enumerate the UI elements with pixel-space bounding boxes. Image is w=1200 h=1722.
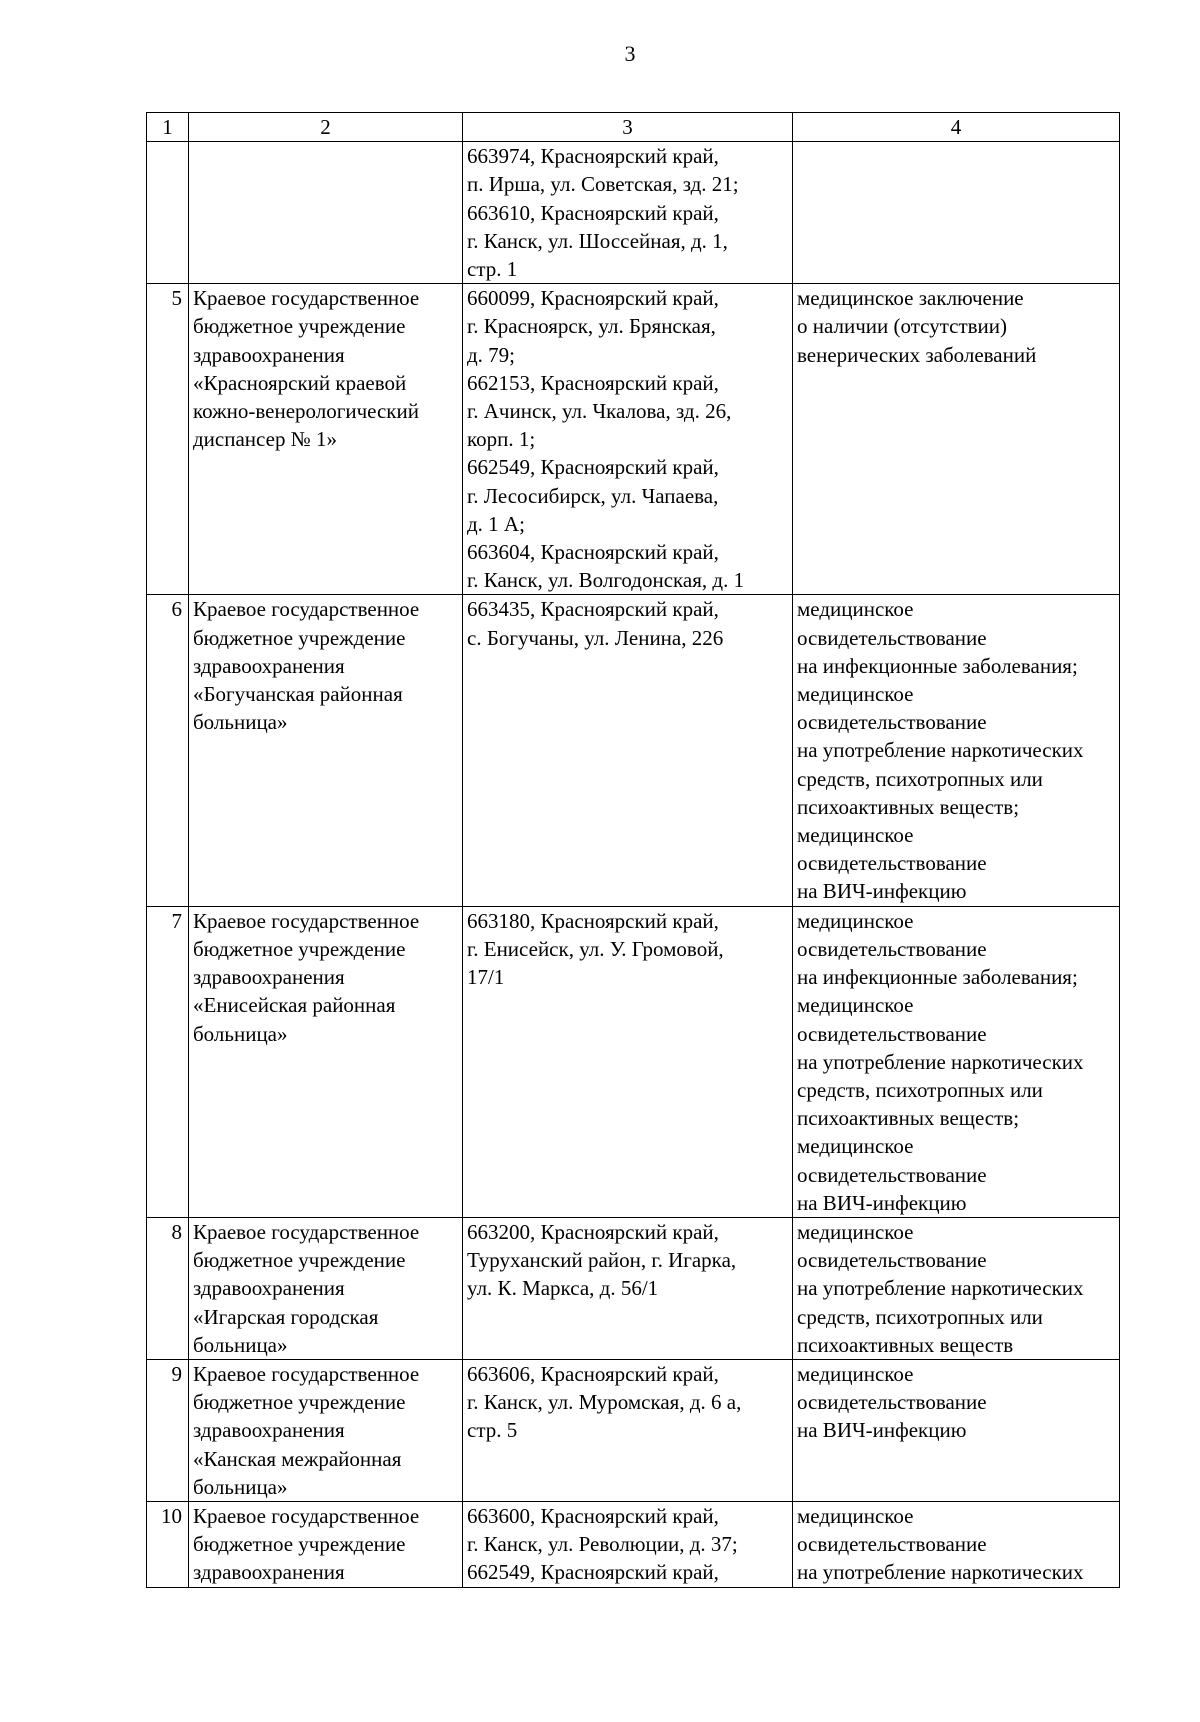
institutions-table (146, 112, 1120, 1588)
service-type: медицинское заключение о наличии (отсутствии) венерических заболеваний (793, 284, 1120, 595)
service-type: медицинское освидетельствование на употребление наркотических (793, 1501, 1120, 1587)
header-col-2: 2 (189, 113, 463, 142)
institution-address: 663435, Красноярский край, с. Богучаны, ул. Ленина, 226 (463, 595, 793, 906)
table-header-row (147, 113, 1120, 142)
institution-name: Краевое государственное бюджетное учреждение здравоохранения «Игарская городская больница» (189, 1217, 463, 1359)
table-row (147, 1359, 1120, 1501)
service-type: медицинское освидетельствование на инфекционные заболевания; медицинское освидетельствование на употребление наркотических средств, психотропных или психоактивных веществ; медицинское освидетельствование на ВИЧ-инфекцию (793, 595, 1120, 906)
header-col-3: 3 (463, 113, 793, 142)
row-number: 10 (147, 1501, 189, 1587)
table-row (147, 595, 1120, 906)
header-col-1: 1 (147, 113, 189, 142)
service-type: медицинское освидетельствование на инфекционные заболевания; медицинское освидетельствование на употребление наркотических средств, психотропных или психоактивных веществ; медицинское освидетельствование на ВИЧ-инфекцию (793, 906, 1120, 1217)
institution-name: Краевое государственное бюджетное учреждение здравоохранения «Канская межрайонная больница» (189, 1359, 463, 1501)
institution-name: Краевое государственное бюджетное учреждение здравоохранения (189, 1501, 463, 1587)
table-row (147, 142, 1120, 284)
row-number (147, 142, 189, 284)
table-row (147, 284, 1120, 595)
institution-address: 663180, Красноярский край, г. Енисейск, ул. У. Громовой, 17/1 (463, 906, 793, 1217)
institution-name: Краевое государственное бюджетное учреждение здравоохранения «Енисейская районная больница» (189, 906, 463, 1217)
row-number: 6 (147, 595, 189, 906)
service-type (793, 142, 1120, 284)
institution-address: 663600, Красноярский край, г. Канск, ул. Революции, д. 37; 662549, Красноярский край, (463, 1501, 793, 1587)
institution-name: Краевое государственное бюджетное учреждение здравоохранения «Богучанская районная больница» (189, 595, 463, 906)
row-number: 5 (147, 284, 189, 595)
institution-address: 663974, Красноярский край, п. Ирша, ул. Советская, зд. 21; 663610, Красноярский край, г. Канск, ул. Шоссейная, д. 1, стр. 1 (463, 142, 793, 284)
institution-address: 660099, Красноярский край, г. Красноярск, ул. Брянская, д. 79; 662153, Красноярский край, г. Ачинск, ул. Чкалова, зд. 26, корп. 1; 662549, Красноярский край, г. Лесосибирск, ул. Чапаева, д. 1 А; 663604, Красноярский край, г. Канск, ул. Волгодонская, д. 1 (463, 284, 793, 595)
institution-name (189, 142, 463, 284)
institution-name: Краевое государственное бюджетное учреждение здравоохранения «Красноярский краевой кожно-венерологический диспансер № 1» (189, 284, 463, 595)
institution-address: 663200, Красноярский край, Туруханский район, г. Игарка, ул. К. Маркса, д. 56/1 (463, 1217, 793, 1359)
row-number: 9 (147, 1359, 189, 1501)
institution-address: 663606, Красноярский край, г. Канск, ул. Муромская, д. 6 а, стр. 5 (463, 1359, 793, 1501)
table-row (147, 1217, 1120, 1359)
table-row (147, 1501, 1120, 1587)
service-type: медицинское освидетельствование на употребление наркотических средств, психотропных или психоактивных веществ (793, 1217, 1120, 1359)
service-type: медицинское освидетельствование на ВИЧ-инфекцию (793, 1359, 1120, 1501)
header-col-4: 4 (793, 113, 1120, 142)
table-row (147, 906, 1120, 1217)
row-number: 7 (147, 906, 189, 1217)
page-number: 3 (624, 41, 636, 66)
row-number: 8 (147, 1217, 189, 1359)
